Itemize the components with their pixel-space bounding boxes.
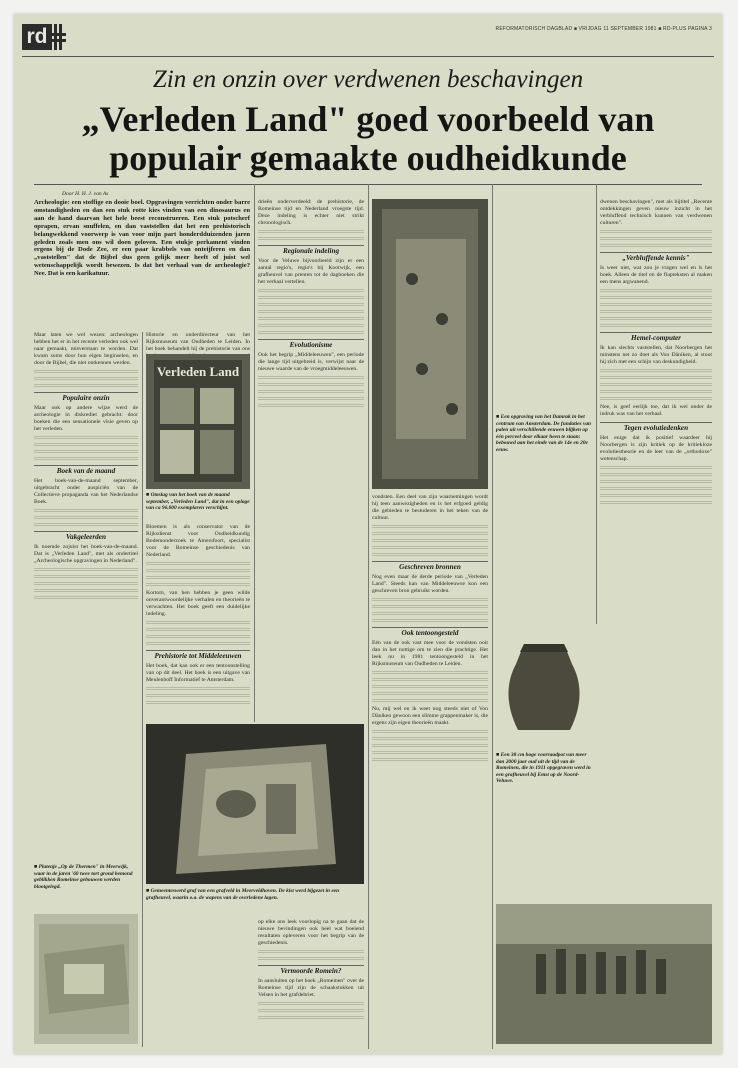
cover-title: Verleden Land [156,364,240,379]
subhead-geschreven-bronnen: Geschreven bronnen [372,561,488,571]
grave-photo [146,724,364,884]
column-2-top: Historie en onderdirecteur van het Rijksmuseum van Oudheden te Leiden. In het boek behandelt hij de prehistorie van ons [146,332,250,352]
stones-photo [496,904,712,1044]
caption-excavation: ■ Een opgraving van het Damrak in het centrum van Amsterdam. De fundaties van palen uit verschillende eeuwen blijken op één perceel door elkaar heen te staan: bebouwd aan het einde van de 14e en 20e eeuw. [496,414,592,453]
column-1: Maar laten we wel wezen: archeologen hebben het er in het recente verleden ook wel naar gemaakt, misverstaan te worden. Dat kwam soms door hun eigen beginselen, en door de Bijbel, die niet ontkennen werden. Populaire onzin Maar ook op andere wijze werd de archeologie in diskrediet gebracht: door boeken die een sensationele visie geven op het verleden. Boek van de maand Het boek-van-de-maand september, uitgebracht onder auspiciën van de Collectieve propaganda van het Nederlandse Boek. Vakgeleerden Ik noemde zojuist het boek-van-de-maand. Dat is „Verleden Land", met als ondertitel „Archeologische opgravingen in Nederland". [34,332,138,852]
caption-excavation-small: ■ Platenje „Op de Thermen" in Meerwijk, waar in de jaren '60 twee tort grond bemond geblikken Romeinse gebouwen werden blootgelegd. [34,864,133,890]
top-rule [22,56,714,57]
subhead-hemel-computer: Hemel-computer [600,332,712,342]
subhead-ook-tentoongesteld: Ook tentoongesteld [372,627,488,637]
subhead-vakgeleerden: Vakgeleerden [34,531,138,541]
subhead-prehistorie: Prehistorie tot Middeleeuwen [146,650,250,660]
pot-photo [496,634,592,744]
subhead-regionale-indeling: Regionale indeling [258,245,364,255]
subhead-vermoorde-romein: Vermoorde Romein? [258,965,364,975]
subhead-boek-van-de-maand: Boek van de maand [34,465,138,475]
subhead-tegen-evolutiedenken: Tegen evolutiedenken [600,422,712,432]
byline: Door H. H. J. van As [62,191,109,197]
column-3: drieën onderverdeeld: de prehistorie, de Romeinse tijd en Nederland vroegste tijd. Deze indeling is echter niet strikt chronologisch. Regionale indeling Voor de Veluwe bijvoorbeeld zijn er een aantal regio's, regio's bij Kootwijk, een grafheuvel van prenten tot de dagboeken die het verhaal vertellen. Evolutionisme Ook het begrip „Middeleeuwen", een periode die lange tijd uitgebreid is, verwijst naar de nieuwe waarde van de vroegmiddeleeuwen. [258,199,364,719]
excavation-photo [372,199,488,489]
column-4: vondsten. Een deel van zijn waarnemingen wordt hij teen aanwezigheden en is het erfgoed geldig die gebieden te bestuderen in het teken van de cultuur. Geschreven bronnen Nog even maar de derde periode van „Verleden Land". Steeds kan van Middeleeuwse kon een geschreven bron gebruikt worden. Ook tentoongesteld Eén van de ook vast mee voor de vondsten ooit dan in het nuttige om te zien die prachtige. Het leek nu in 1981 tentoongesteld in het Rijksmuseum van Oudheden te Leiden. Nu, mij wel en ik weet nog steeds niet of Von Däniken gewoon een slimme grappenmaker is, die ergens zijn eigen theorieën maakt. [372,494,488,1044]
caption-grave: ■ Gemeenteswerd graf van een grafveld in Meerveldhoven. De kist werd bijgezet in een grafheuvel, waarin o.a. de wapens van de overledene lagen. [146,888,340,901]
column-6: dwenen beschavingen", met als bijtitel „Recente ontdekkingen geven nieuw inzicht in het verbluffend technisch kunnen van verdwenen culturen". „Verbluffende kennis" Is weer niet, wat zou je vragen wel en is het boek. Alleen de titel en de flapteksten al maken een mens argwanend. Hemel-computer Ik kan slechts vaststellen, dat Noorbergen het minstens net zo doet als Von Däniken, al stoot hij zich met een schijn van deskundigheid. Nee, is geef eerlijk toe, dat ik wel onder de indruk was van het verhaal. Tegen evolutiedenken Het enige dat ik positief waardeer bij Noorbergen is zijn kritiek op de kritiekloze evolutiestheorie en de leer van de „orthodoxe" wetenschap. [600,199,712,899]
column-3-bottom: op elke ons leek voorlopig na te gaan dat de nieuwe bevindingen ook heel wat boeiend resultaten opleveren voor het begrip van de geschiedenis. Vermoorde Romein? In aansluiten op het boek „Romeinen" over de Romeinse tijd zijn de schaakstukken uit Velsen in het grafdebriet. [258,919,364,1049]
subhead-verbluffende-kennis: „Verbluffende kennis" [600,252,712,262]
caption-pot: ■ Een 38 cm hoge voorraadpot van meer dan 2000 jaar oud uit de tijd van de Romeinen, die in 1911 opgegraven werd in een grafheuvel bij Emst op de Noord-Veluwe. [496,752,591,784]
rd-logo [22,24,66,50]
subhead-populaire-onzin: Populaire onzin [34,392,138,402]
lede-paragraph: Archeologie: een stoffige en dooie boel. Opgravingen verrichten onder barre omstandigheden en dan een stuk rotte kies vinden van een dinosaurus en aan de hand daarvan het hele beest reconstrueren. Een stuk potscherf oprapen, ervan snuffelen, en dan vaststellen dat het een prehistorisch belangwekkend voorwerp is van voor mijn part honderdduizenden jaren geleden zoals men ons wil doen geloven. Een stukje perkament vinden ergens bij de Dode Zee, er een paar krabbels van onteijferen en dan „vaststellen" dat de Bijbel dus geen gelijk meer heeft of juist wel wetenschappelijk wordt bewezen. Is dat het verhaal van de archeologie? Nee. Dat is een karikatuur. [34,199,250,278]
masthead: REFORMATORISCH DAGBLAD ■ VRIJDAG 11 SEPTEMBER 1981 ■ RD-PLUS PAGINA 3 [495,26,712,32]
book-cover-photo [146,354,250,489]
caption-cover: ■ Omslag van het boek van de maand september, „Verleden Land", dat in een oplage van ca 96.000 exemplaren verschijnt. [146,492,250,511]
kicker: Zin en onzin over verdwenen beschavingen [152,66,584,93]
aerial-photo [34,914,138,1044]
logo-text: rd [22,24,52,50]
subhead-evolutionisme: Evolutionisme [258,339,364,349]
column-2-middle: Bloemen is als conservator van de Rijksdienst voor Oudheidkundig Bodemonderzoek te Amersfoort, specialist voor de Romeinse geschiedenis van Nederland. Kortom, van hen hebben je geen wilde onverantwoordelijke verhalen en theorieën te verwachten. Het boek geeft een duidelijke indeling. Prehistorie tot Middeleeuwen Het boek, dat kan ook er een tentoonstelling van op dit deel. Het boek is een uitgave van Meulenhoff Informatief te Amsterdam. [146,524,250,719]
newspaper-page [14,14,722,1054]
headline: „Verleden Land" goed voorbeeld van populair gemaakte oudheidkunde [81,99,655,178]
